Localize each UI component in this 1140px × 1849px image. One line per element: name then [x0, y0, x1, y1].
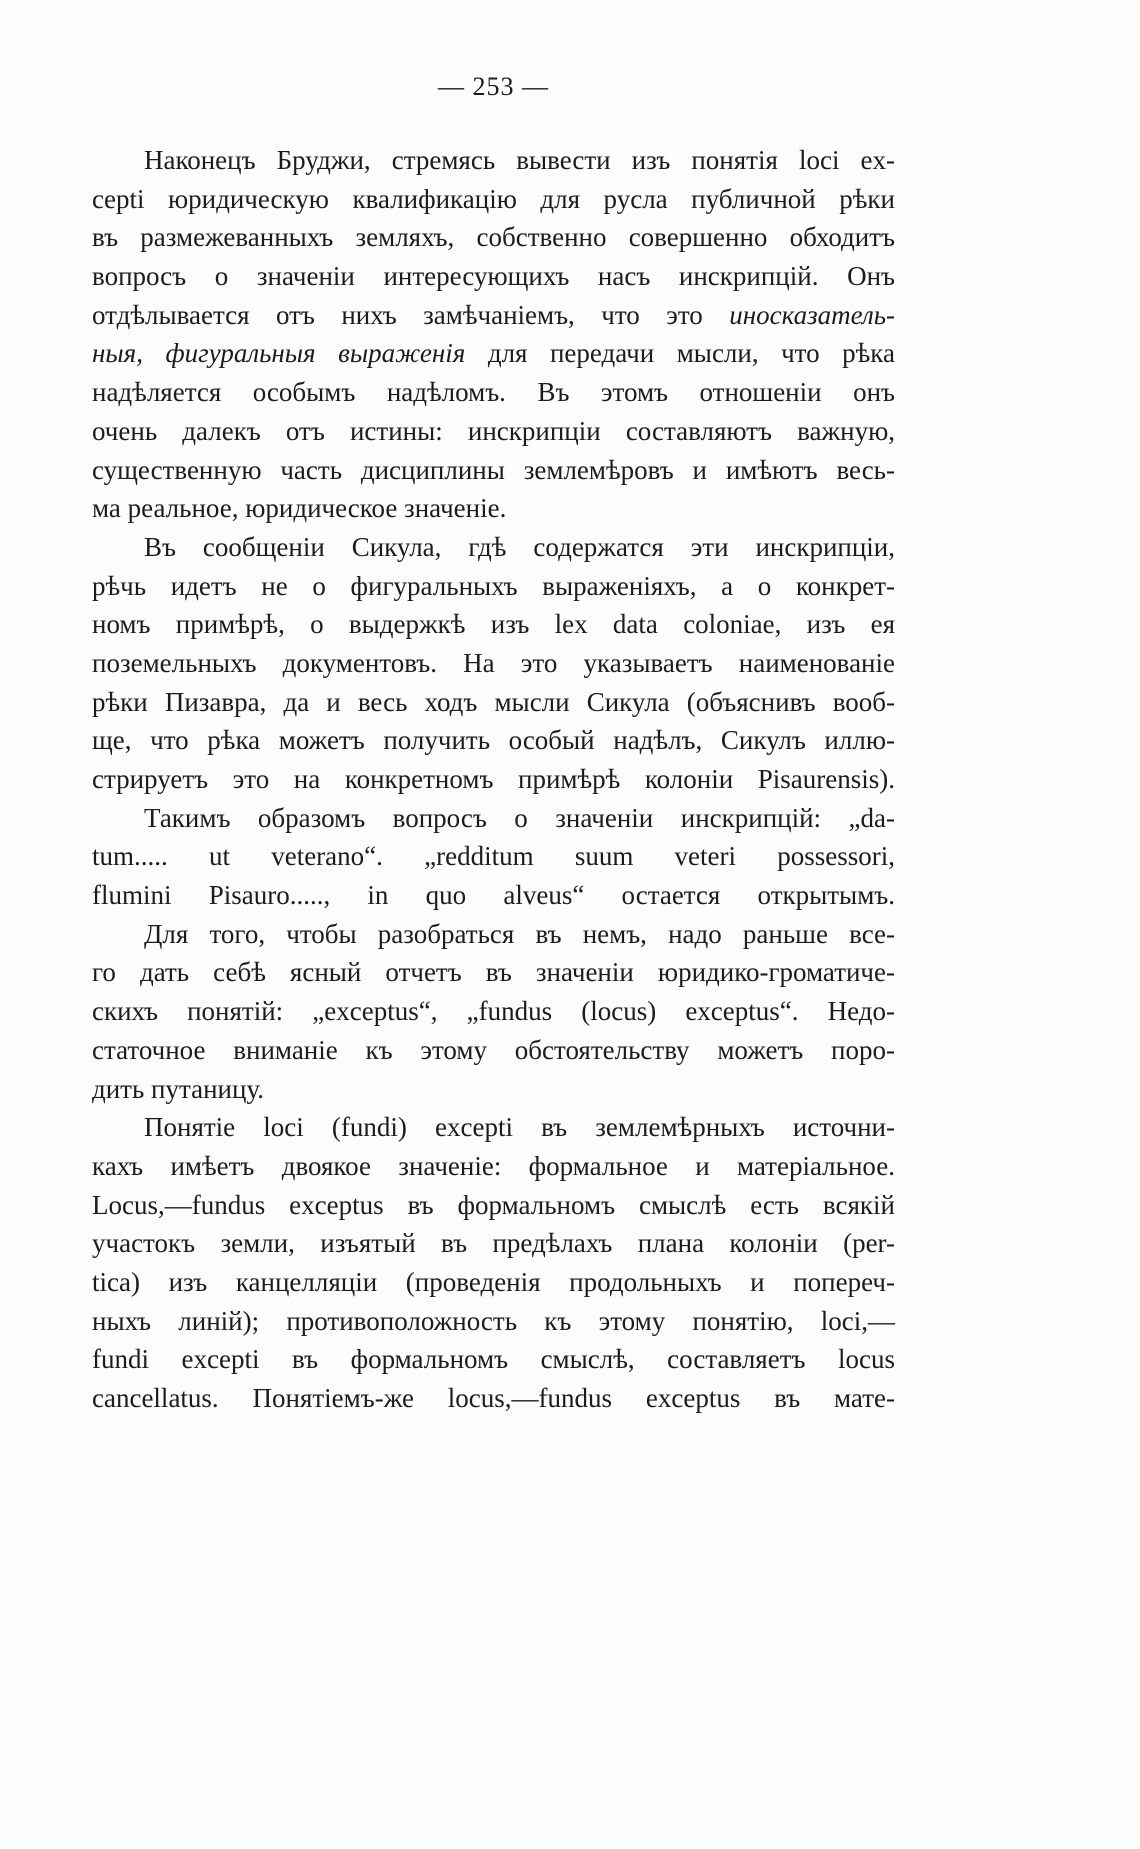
body-text: [92, 141, 895, 1418]
text-line: вопросъ о значеніи интересующихъ насъ инскрипцій. Онъ: [92, 261, 895, 292]
text-line: стрируетъ это на конкретномъ примѣрѣ колоніи Pisaurensis).: [92, 764, 895, 794]
text-line: Наконецъ Бруджи, стремясь вывести изъ понятія loci ex-: [144, 145, 895, 175]
line-segment: для передачи мысли, что рѣка: [465, 338, 895, 369]
text-line: ныхъ линій); противоположность къ этому понятію, loci,—: [92, 1305, 895, 1336]
paragraph: [92, 141, 895, 528]
text-line: tica) изъ канцелляціи (проведенія продольныхъ и попереч-: [92, 1266, 895, 1297]
text-line: статочное вниманіе къ этому обстоятельству можетъ поро-: [92, 1034, 895, 1065]
text-line: очень далекъ отъ истины: инскрипціи составляютъ важную,: [92, 415, 895, 446]
text-line: Locus,—fundus exceptus въ формальномъ смыслѣ есть всякій: [92, 1189, 895, 1220]
paragraph: [92, 528, 895, 799]
text-line: flumini Pisauro....., in quo alveus“ остается открытымъ.: [92, 880, 895, 911]
text-line: [92, 334, 895, 373]
text-line: го дать себѣ ясный отчетъ въ значеніи юридико-громатиче-: [92, 957, 895, 988]
paragraph: [92, 915, 895, 1108]
paragraph: [92, 1108, 895, 1418]
text-line: рѣчь идетъ не о фигуральныхъ выраженіяхъ, а о конкрет-: [92, 570, 895, 601]
text-line: Въ сообщеніи Сикула, гдѣ содержатся эти инскрипціи,: [144, 531, 895, 562]
text-line: cepti юридическую квалификацію для русла публичной рѣки: [92, 183, 895, 214]
text-line: Для того, чтобы разобраться въ немъ, надо раньше все-: [144, 918, 895, 949]
text-line: поземельныхъ документовъ. На это указываетъ наименованіе: [92, 647, 895, 678]
page-number: — 253 —: [438, 72, 549, 101]
text-line: ма реальное, юридическое значеніе.: [92, 493, 507, 524]
italic-phrase: иносказатель-: [729, 299, 895, 330]
line-segment: отдѣлывается отъ нихъ замѣчаніемъ, что это: [92, 299, 730, 330]
text-line: Понятіе loci (fundi) excepti въ землемѣрныхъ источни-: [144, 1112, 895, 1143]
text-line: рѣки Пизавра, да и весь ходъ мысли Сикула (объяснивъ вооб-: [92, 686, 895, 717]
italic-phrase: ныя, фигуральныя выраженія: [92, 338, 466, 369]
text-line: [92, 296, 895, 335]
text-line: дить путаницу.: [92, 1073, 265, 1104]
text-line: fundi excepti въ формальномъ смыслѣ, составляетъ locus: [92, 1344, 895, 1375]
text-line: tum..... ut veterano“. „redditum suum veteri possessori,: [92, 841, 895, 872]
text-line: cancellatus. Понятіемъ-же locus,—fundus exceptus въ мате-: [92, 1383, 895, 1413]
text-line: въ размежеванныхъ земляхъ, собственно совершенно обходитъ: [92, 222, 895, 253]
text-line: участокъ земли, изъятый въ предѣлахъ плана колоніи (per-: [92, 1228, 895, 1259]
text-line: скихъ понятій: „exceptus“, „fundus (locus) exceptus“. Недо-: [92, 996, 895, 1027]
text-line: существенную часть дисциплины землемѣровъ и имѣютъ весь-: [92, 454, 895, 485]
text-line: надѣляется особымъ надѣломъ. Въ этомъ отношеніи онъ: [92, 377, 895, 408]
text-line: кахъ имѣетъ двоякое значеніе: формальное и матеріальное.: [92, 1150, 895, 1181]
text-line: ще, что рѣка можетъ получить особый надѣлъ, Сикулъ иллю-: [92, 725, 895, 756]
paragraph: [92, 799, 895, 915]
text-line: номъ примѣрѣ, о выдержкѣ изъ lex data coloniae, изъ ея: [92, 609, 895, 640]
text-line: Такимъ образомъ вопросъ о значеніи инскрипцій: „da-: [144, 802, 895, 833]
